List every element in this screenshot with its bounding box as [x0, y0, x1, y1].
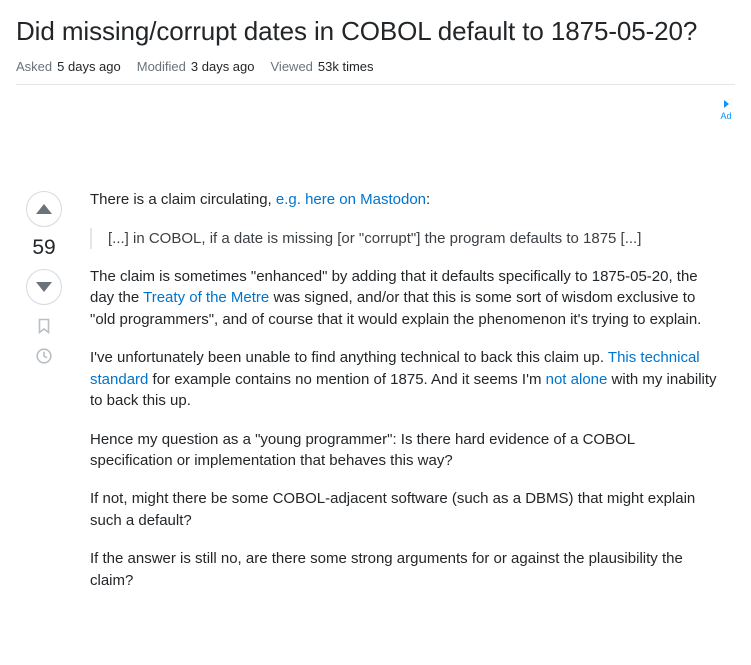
question-page [0, 14, 751, 665]
p3-text-c: with my inability to back this up. [90, 370, 717, 410]
stat-modified [137, 59, 255, 74]
advertisement-slot [16, 85, 735, 171]
stat-asked-label: Asked [16, 59, 53, 75]
upvote-button[interactable] [26, 191, 62, 227]
arrow-down-icon [36, 282, 52, 292]
body-paragraph-6: If the answer is still no, are there some strong arguments for or against the plausibility the claim? [90, 550, 683, 589]
ad-choices-icon[interactable] [719, 97, 733, 122]
ad-label: Ad [720, 111, 732, 122]
body-paragraph-1 [90, 189, 721, 210]
body-paragraph-5: If not, might there be some COBOL-adjacent software (such as a DBMS) that might explain such a default? [90, 490, 696, 529]
page-title: Did missing/corrupt dates in COBOL default to 1875-05-20? [16, 16, 698, 46]
stat-asked-value: 5 days ago [57, 59, 121, 75]
blockquote [90, 228, 721, 249]
question-body [72, 189, 735, 591]
stat-viewed-label: Viewed [270, 59, 313, 75]
p1-text-after: : [426, 191, 431, 209]
stat-modified-label: Modified [136, 59, 186, 75]
question-stats [16, 59, 735, 85]
stat-asked [16, 59, 121, 74]
p2-text-b: was signed, and/or that this is some sort of wisdom exclusive to "old programmers", and of course that it would explain the phenomenon it's trying to explain. [90, 289, 702, 328]
question-post [16, 171, 735, 591]
p2-text-a: The claim is sometimes "enhanced" by adding that it defaults specifically to 1875-05-20, the day the [90, 267, 698, 307]
vote-count: 59 [32, 236, 56, 260]
blockquote-text: [...] in COBOL, if a date is missing [or "corrupt"] the program defaults to 1875 [...] [108, 229, 642, 247]
bookmark-icon[interactable] [35, 317, 53, 335]
p3-text-b: for example contains no mention of 1875. And it seems I'm [148, 370, 546, 388]
history-icon[interactable] [35, 347, 53, 365]
vote-cell [16, 189, 72, 365]
body-paragraph-4: Hence my question as a "young programmer": Is there hard evidence of a COBOL specification or implementation that behaves this way? [90, 430, 635, 470]
ad-triangle-icon [724, 100, 729, 108]
body-paragraph-2 [90, 266, 721, 330]
stat-viewed-value: 53k times [317, 59, 374, 75]
downvote-button[interactable] [26, 269, 62, 305]
p1-text-before: There is a claim circulating, [90, 191, 276, 209]
technical-standard-link[interactable]: This technical standard [90, 349, 700, 388]
not-alone-link[interactable]: not alone [545, 370, 608, 388]
stat-viewed [271, 59, 374, 74]
stat-modified-value[interactable]: 3 days ago [190, 59, 255, 75]
body-paragraph-3 [90, 347, 721, 411]
treaty-of-the-metre-link[interactable]: Treaty of the Metre [143, 289, 270, 307]
mastodon-link[interactable]: e.g. here on Mastodon [275, 191, 427, 209]
arrow-up-icon [36, 204, 52, 214]
p3-text-a: I've unfortunately been unable to find anything technical to back this claim up. [90, 349, 608, 367]
